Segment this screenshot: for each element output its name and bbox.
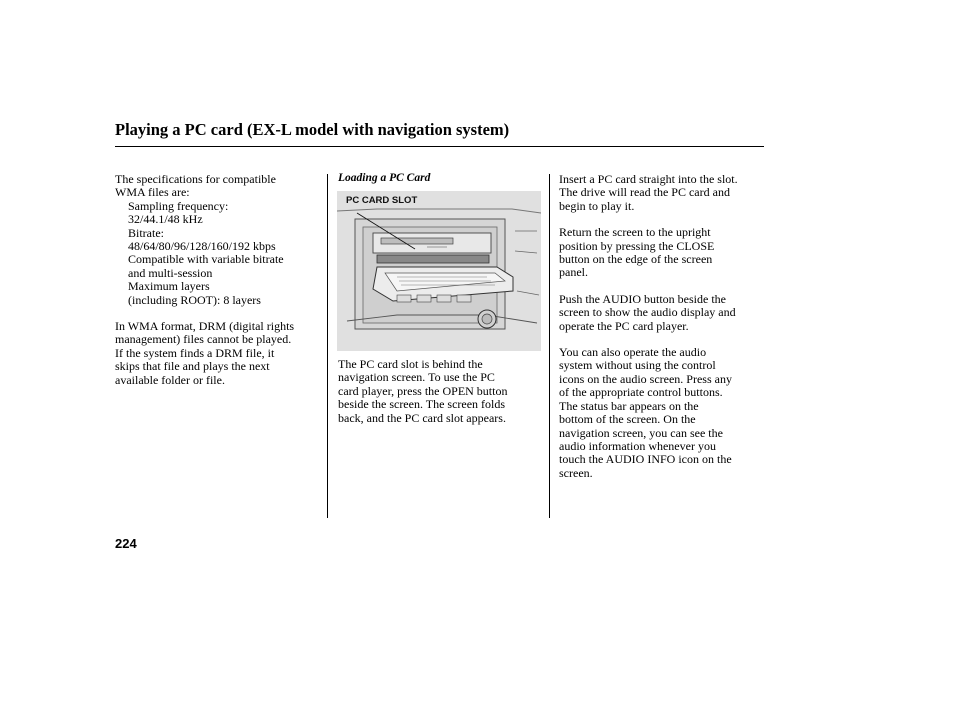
spec-line: Compatible with variable bitrate (128, 252, 284, 267)
right-line: Insert a PC card straight into the slot. (559, 172, 738, 186)
right-line: button on the edge of the screen (559, 252, 713, 267)
middle-line: navigation screen. To use the PC (338, 370, 495, 385)
right-line: navigation screen, you can see the (559, 425, 723, 440)
page-number: 224 (115, 536, 137, 551)
figure-caption: Loading a PC Card (338, 172, 431, 184)
spec-line: Sampling frequency: (128, 198, 229, 213)
drm-line: available folder or file. (115, 372, 225, 387)
right-line: system without using the control (559, 358, 716, 373)
spec-line: 32/44.1/48 kHz (128, 212, 203, 227)
drm-line: If the system finds a DRM file, it (115, 345, 275, 360)
right-line: screen. (559, 465, 593, 480)
middle-line: back, and the PC card slot appears. (338, 410, 506, 425)
page-title: Playing a PC card (EX-L model with navigation system) (115, 120, 510, 139)
title-rule (115, 146, 764, 147)
right-line: panel. (559, 265, 588, 280)
intro-line: The specifications for compatible (115, 172, 276, 186)
right-line: You can also operate the audio (559, 345, 707, 360)
spec-line: and multi-session (128, 265, 213, 280)
right-line: of the appropriate control buttons. (559, 385, 723, 400)
right-line: screen to show the audio display and (559, 305, 736, 320)
spec-line: Bitrate: (128, 225, 164, 240)
right-column (559, 173, 769, 480)
drm-line: In WMA format, DRM (digital rights (115, 319, 295, 334)
pc-card-slot-illustration (337, 191, 541, 351)
drm-line: management) files cannot be played. (115, 332, 292, 347)
middle-column-text (338, 358, 544, 425)
pc-card-slot-label: PC CARD SLOT (346, 195, 418, 206)
left-column (115, 173, 325, 387)
column-divider-right (549, 174, 550, 518)
wma-spec-list (115, 200, 325, 307)
middle-line: The PC card slot is behind the (338, 357, 483, 371)
pc-card-slot-drawing (337, 191, 541, 351)
right-line: bottom of the screen. On the (559, 412, 696, 427)
spec-line: 48/64/80/96/128/160/192 kbps (128, 239, 276, 254)
column-divider-left (327, 174, 328, 518)
right-line: begin to play it. (559, 198, 635, 213)
right-line: Push the AUDIO button beside the (559, 291, 726, 306)
right-line: touch the AUDIO INFO icon on the (559, 452, 732, 467)
intro-line: WMA files are: (115, 185, 190, 200)
right-line: The status bar appears on the (559, 398, 699, 413)
middle-line: card player, press the OPEN button (338, 383, 508, 398)
right-line: Return the screen to the upright (559, 225, 711, 240)
right-line: audio information whenever you (559, 438, 716, 453)
right-line: icons on the audio screen. Press any (559, 371, 732, 386)
spec-line: Maximum layers (128, 279, 210, 294)
spec-line: (including ROOT): 8 layers (128, 292, 261, 307)
middle-line: beside the screen. The screen folds (338, 397, 506, 412)
right-line: position by pressing the CLOSE (559, 238, 715, 253)
right-line: The drive will read the PC card and (559, 185, 730, 200)
drm-line: skips that file and plays the next (115, 359, 270, 374)
right-line: operate the PC card player. (559, 318, 689, 333)
